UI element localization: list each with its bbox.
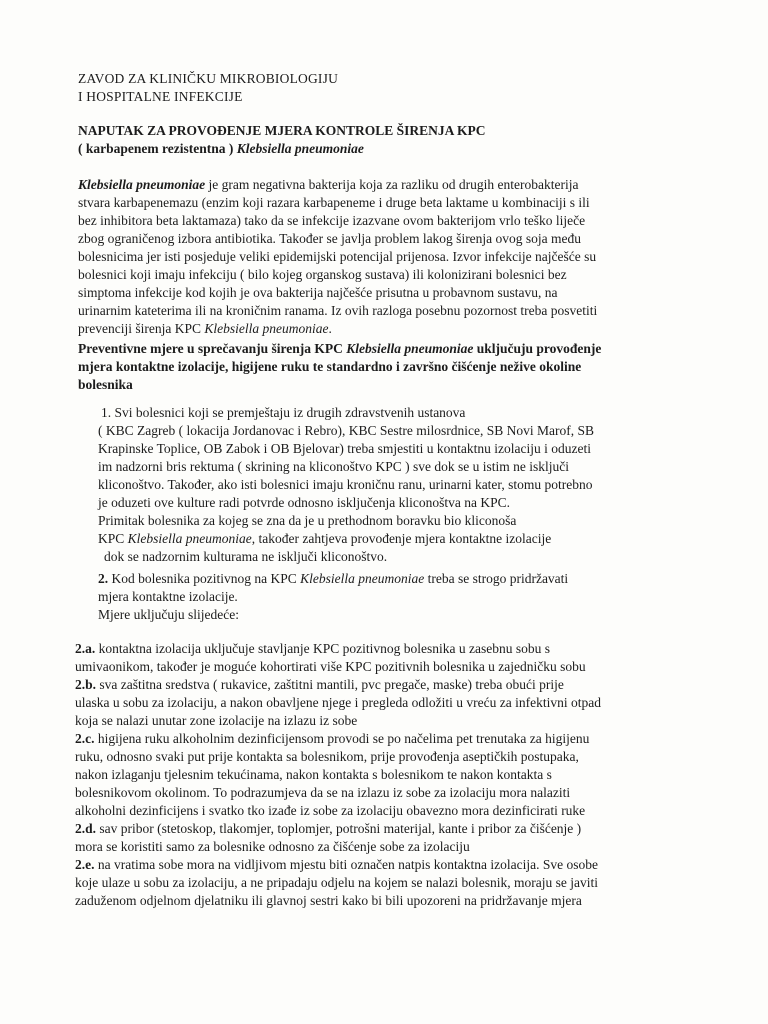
sub-item-e-number: 2.e. (75, 857, 95, 872)
item-1-line: Krapinske Toplice, OB Zabok i OB Bjelovar) treba smjestiti u kontaktnu izolaciju i oduzeti (98, 441, 591, 456)
sub-item-c-number: 2.c. (75, 731, 95, 746)
item-1-line: im nadzorni bris rektuma ( skrining na kliconoštvo KPC ) sve dok se u istim ne isključi (98, 459, 569, 474)
preventive-heading (78, 340, 601, 394)
title-line-2 (78, 140, 486, 158)
preventive-line: mjera kontaktne izolacije, higijene ruku te standardno i završno čišćenje nežive okoline (78, 359, 582, 374)
sub-item-c-line: ruku, odnosno svaki put prije kontakta sa bolesnikom, prije provođenja aseptičkih postupaka, (75, 749, 579, 764)
item-1-line: je oduzeti ove kulture radi potvrde odnosno isključenja kliconoštva na KPC. (98, 495, 511, 510)
item-1-line: ( KBC Zagreb ( lokacija Jordanovac i Rebro), KBC Sestre milosrdnice, SB Novi Marof, SB (98, 423, 595, 438)
item-2 (98, 570, 568, 624)
intro-line: stvara karbapenemazu (enzim koji razara karbapeneme i druge beta laktame u kombinaciji s ili (78, 195, 590, 210)
sub-item-b-line: ulaska u sobu za izolaciju, a nakon obavljene njege i pregleda odložiti u vreću za infektivni otpad (75, 695, 601, 710)
item-2-number: 2. (98, 571, 109, 586)
item-2-line: Mjere uključuju slijedeće: (98, 607, 239, 622)
intro-line: zbog ograničenog izbora antibiotika. Također se javlja problem lakog širenja ovog soja među (78, 231, 582, 246)
sub-item-a-text: kontaktna izolacija uključuje stavljanje KPC pozitivnog bolesnika u zasebnu sobu s (95, 641, 551, 656)
sub-item-d-number: 2.d. (75, 821, 97, 836)
sub-item-b-text: sva zaštitna sredstva ( rukavice, zaštitni mantili, pvc pregače, maske) treba obući prije (96, 677, 564, 692)
intro-paragraph (78, 176, 597, 338)
sub-item-d-line: mora se koristiti samo za bolesnike odnosno za čišćenje sobe za izolaciju (75, 839, 470, 854)
institution-line-1: ZAVOD ZA KLINIČKU MIKROBIOLOGIJU (78, 71, 339, 86)
preventive-line-1-text: Preventivne mjere u sprečavanju širenja KPC (78, 341, 347, 356)
institution-header (78, 70, 338, 106)
item-1-line: dok se nadzornim kulturama ne isključi kliconoštvo. (104, 549, 388, 564)
preventive-organism: Klebsiella pneumoniae (346, 341, 474, 356)
intro-line-9-end: . (328, 321, 332, 336)
sub-item-b-line (75, 676, 601, 694)
sub-item-c-text: higijena ruku alkoholnim dezinficijensom provodi se po načelima pet trenutaka za higijenu (94, 731, 590, 746)
sub-item-b-line: koja se nalazi unutar zone izolacije na izlazu iz sobe (75, 713, 358, 728)
sub-item-e-line: koje ulaze u sobu za izolaciju, a ne pripadaju odjelu na kojem se nalazi bolesnik, moraju se javiti (75, 875, 598, 890)
preventive-line-1-end: uključuju provođenje (473, 341, 602, 356)
intro-line: bez inhibitora beta laktamaza) tako da se infekcije izazvane ovom bakterijom vrlo teško liječe (78, 213, 586, 228)
preventive-line: bolesnika (78, 377, 133, 392)
intro-line-1-text: je gram negativna bakterija koja za razliku od drugih enterobakterija (205, 177, 579, 192)
title-line-1: NAPUTAK ZA PROVOĐENJE MJERA KONTROLE ŠIRENJA KPC (78, 123, 486, 138)
item-2-line: mjera kontaktne izolacije. (98, 589, 238, 604)
sub-item-e-text: na vratima sobe mora na vidljivom mjestu biti označen natpis kontaktna izolacija. Sve osobe (94, 857, 598, 872)
sub-item-c-line: alkoholni dezinficijens i svatko tko izađe iz sobe za izolaciju obavezno mora dezinficirati ruke (75, 803, 586, 818)
intro-line: bolesnicima jer isti posjeduje veliki epidemijski potencijal prijenosa. Izvor infekcije najčešće su (78, 249, 597, 264)
item-2-line (98, 570, 568, 588)
sub-item-a-line (75, 640, 601, 658)
institution-line-2: I HOSPITALNE INFEKCIJE (78, 89, 243, 104)
item-1-line-8-text: KPC (98, 531, 128, 546)
intro-organism-2: Klebsiella pneumoniae (204, 321, 329, 336)
item-1-organism: Klebsiella pneumoniae (127, 531, 252, 546)
intro-line: urinarnim kateterima ili na kroničnim ranama. Iz ovih razloga posebnu pozornost treba posvetiti (78, 303, 598, 318)
sub-item-a-number: 2.a. (75, 641, 96, 656)
preventive-line (78, 340, 601, 358)
intro-line-9-text: prevenciji širenja KPC (78, 321, 205, 336)
intro-line (78, 176, 597, 194)
intro-line (78, 320, 597, 338)
sub-item-c-line (75, 730, 601, 748)
item-2-line-1-end: treba se strogo pridržavati (424, 571, 569, 586)
document-title (78, 122, 486, 158)
item-1-line: Primitak bolesnika za kojeg se zna da je u prethodnom boravku bio kliconoša (98, 513, 517, 528)
sub-items (75, 640, 601, 910)
item-1 (98, 404, 594, 566)
sub-item-e-line: zaduženom odjelnom djelatniku ili glavnoj sestri kako bi bili upozoreni na pridržavanje mjera (75, 893, 582, 908)
sub-item-e-line (75, 856, 601, 874)
item-2-organism: Klebsiella pneumoniae (300, 571, 425, 586)
item-1-line: kliconoštvo. Također, ako isti bolesnici imaju kroničnu ranu, urinarni kater, stomu potrebno (98, 477, 593, 492)
sub-item-c-line: nakon izlaganju tjelesnim tekućinama, nakon kontakta s bolesnikom te nakon kontakta s (75, 767, 552, 782)
title-line-2-text: ( karbapenem rezistentna ) (78, 141, 237, 156)
sub-item-c-line: bolesnikovom okolinom. To podrazumjeva da se na izlazu iz sobe za izolaciju mora nalaziti (75, 785, 571, 800)
title-organism: Klebsiella pneumoniae (236, 141, 364, 156)
sub-item-d-line (75, 820, 601, 838)
sub-item-b-number: 2.b. (75, 677, 97, 692)
item-1-line: 1. Svi bolesnici koji se premještaju iz drugih zdravstvenih ustanova (101, 405, 466, 420)
intro-line: simptoma infekcije kod kojih je ova bakterija najčešće prisutna u probavnom sustavu, na (78, 285, 558, 300)
item-1-line-8-end: , također zahtjeva provođenje mjera kontaktne izolacije (251, 531, 552, 546)
sub-item-a-line: umivaonikom, također je moguće kohortirati više KPC pozitivnih bolesnika u zajedničku sobu (75, 659, 586, 674)
intro-line: bolesnici koji imaju infekciju ( bilo kojeg organskog sustava) ili kolonizirani bolesnici bez (78, 267, 567, 282)
intro-organism: Klebsiella pneumoniae (78, 177, 206, 192)
item-2-line-1-text: Kod bolesnika pozitivnog na KPC (108, 571, 301, 586)
item-1-line (98, 530, 594, 548)
sub-item-d-text: sav pribor (stetoskop, tlakomjer, toplomjer, potrošni materijal, kante i pribor za čišćenje ) (96, 821, 582, 836)
